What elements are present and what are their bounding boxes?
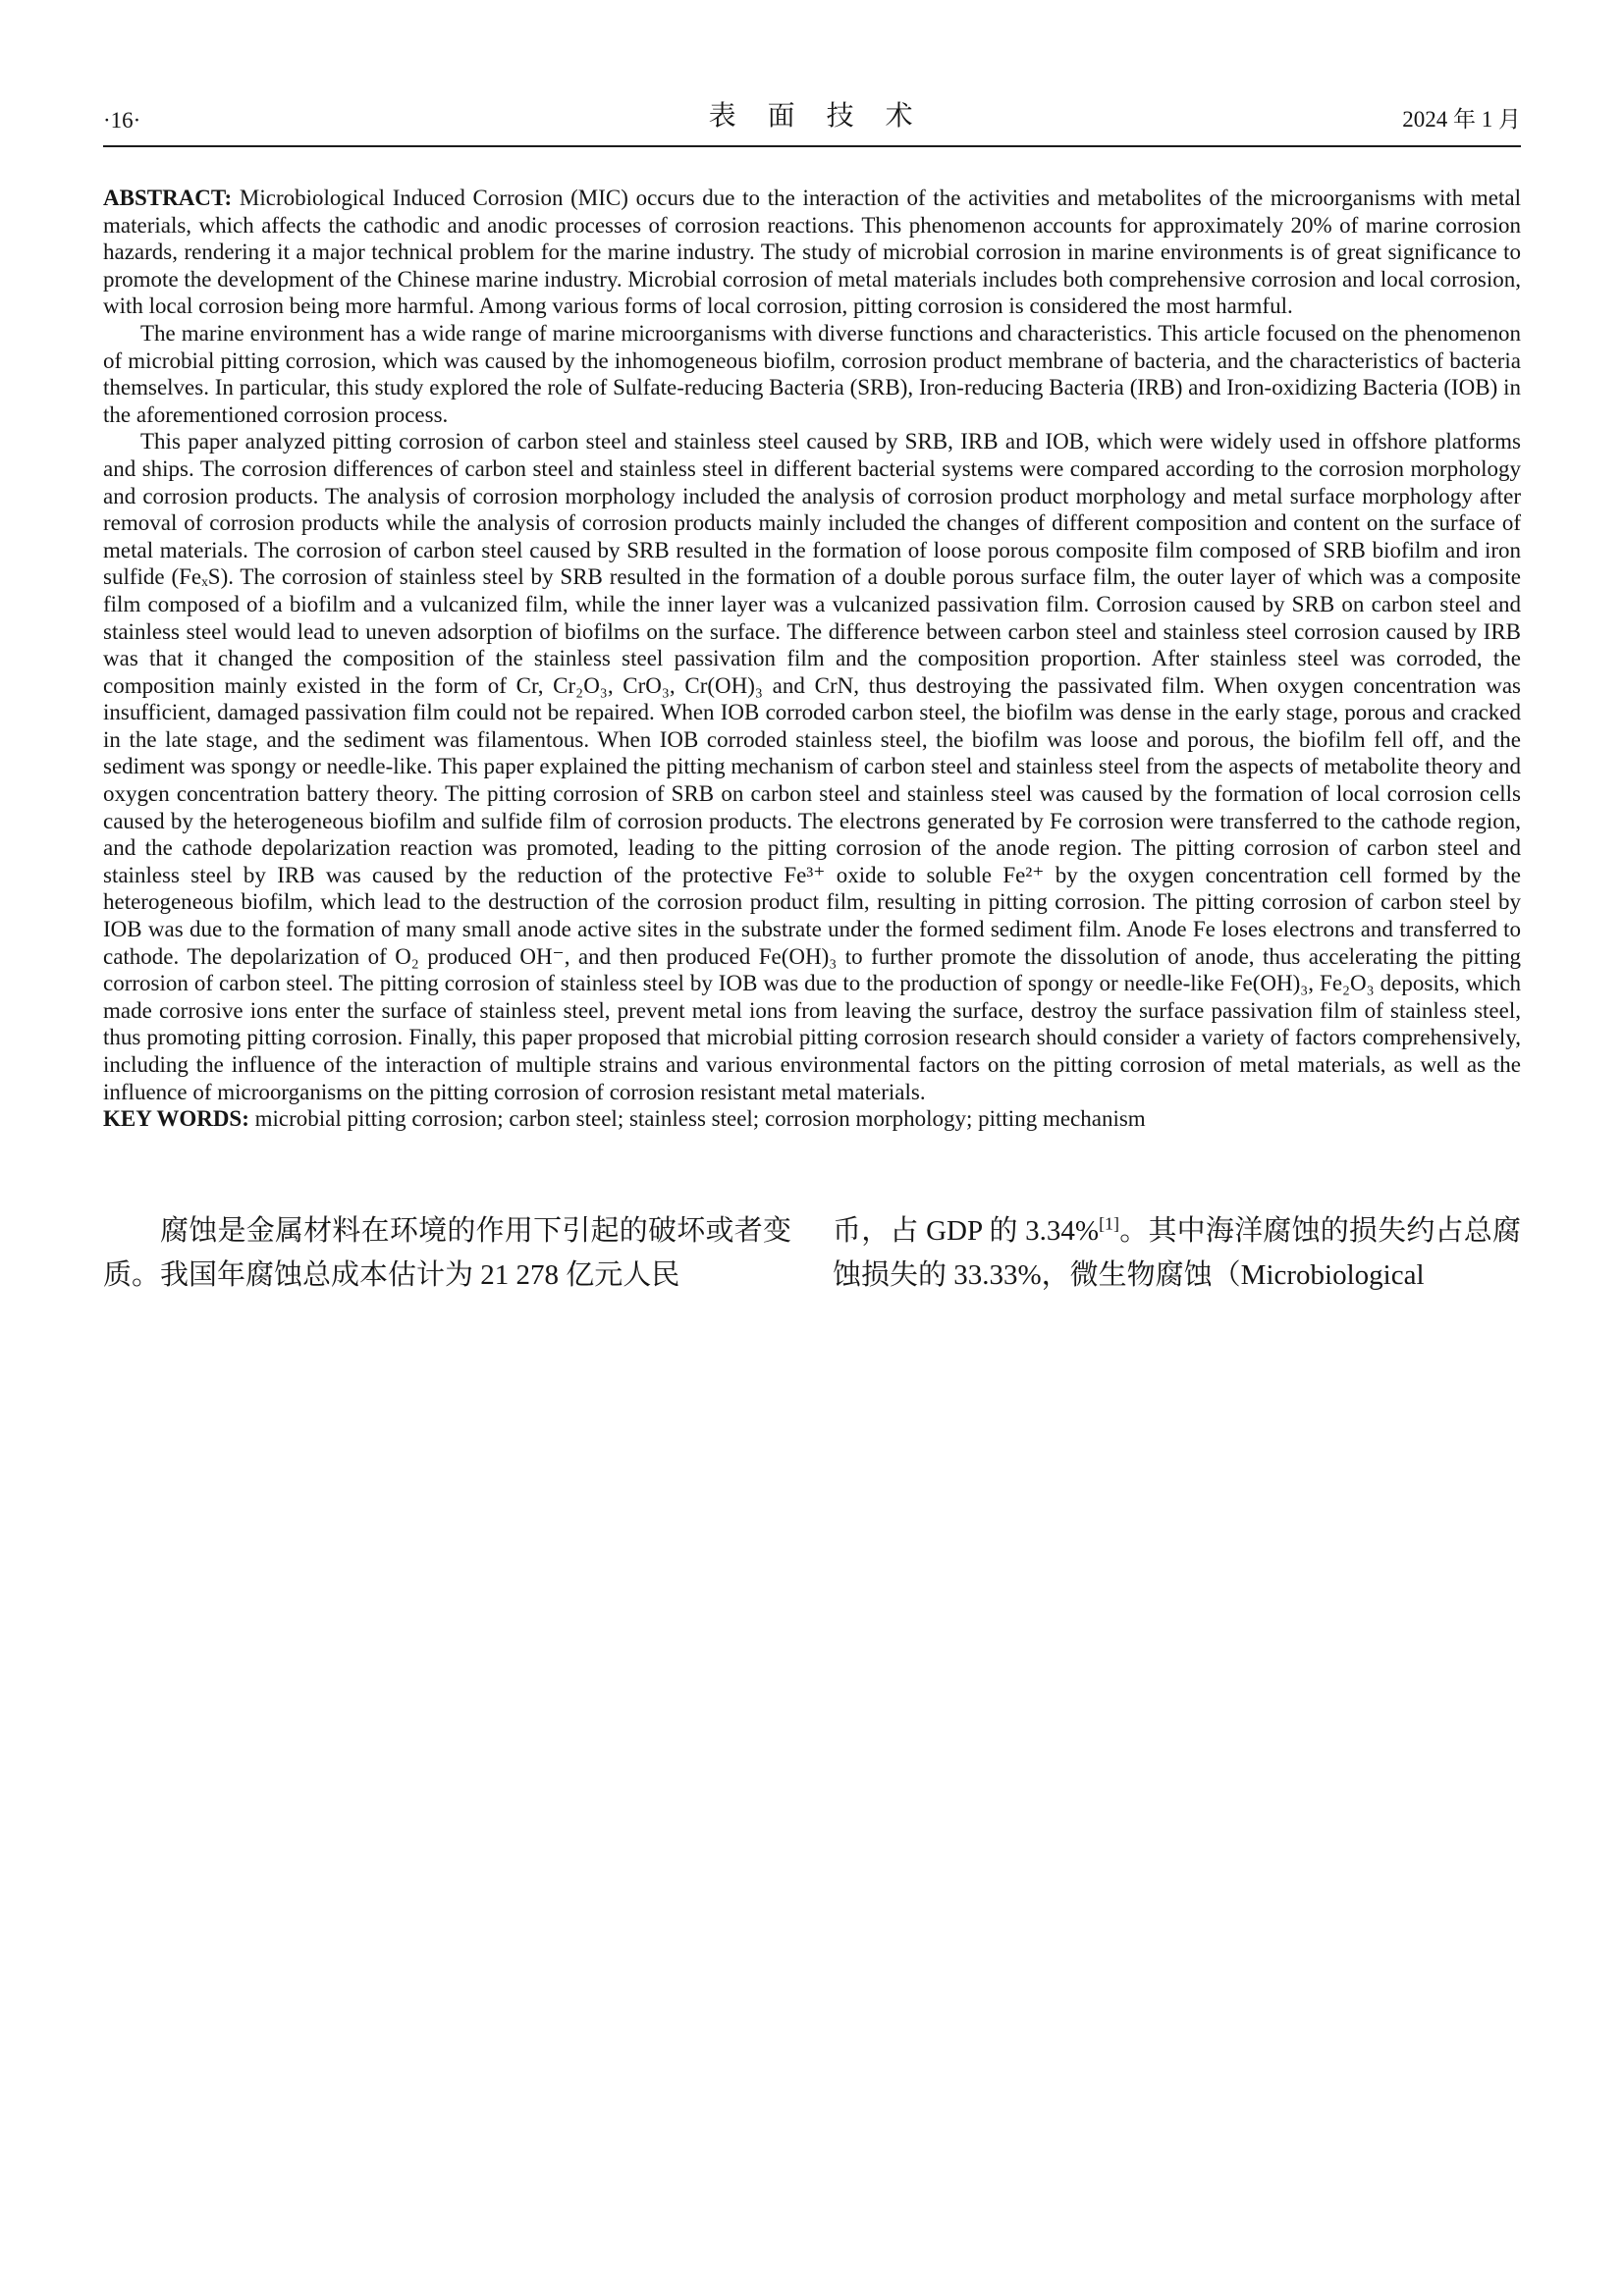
abstract-label: ABSTRACT: [103, 186, 233, 210]
chinese-right-text-1: 币，占 GDP 的 3.34% [833, 1214, 1100, 1247]
keywords-label: KEY WORDS: [103, 1106, 249, 1132]
abstract-paragraph-1 [103, 185, 1521, 320]
issue-date: 2024 年 1 月 [1402, 107, 1521, 132]
abstract-paragraph-1-text: Microbiological Induced Corrosion (MIC) occurs due to the interaction of the activities and metabolites of the microorganisms with metal materials, which affects the cathodic and anodic processes of corrosion reactions. This phenomenon accounts for approximately 20% of marine corrosion hazards, rendering it a major technical problem for the marine industry. The study of microbial corrosion in marine environments is of great significance to promote the development of the Chinese marine industry. Microbial corrosion of metal materials includes both comprehensive corrosion and local corrosion, with local corrosion being more harmful. Among various forms of local corrosion, pitting corrosion is considered the most harmful. [103, 186, 1522, 319]
keywords-text: microbial pitting corrosion; carbon steel; stainless steel; corrosion morphology; pitting mechanism [254, 1106, 1146, 1132]
chinese-left-column: 腐蚀是金属材料在环境的作用下引起的破坏或者变质。我国年腐蚀总成本估计为 21 278 亿元人民 [103, 1214, 791, 1291]
chinese-right-text-2: 。其中海洋腐蚀的损失约占总腐蚀损失的 33.33%，微生物腐蚀（Microbiological [833, 1214, 1521, 1291]
page-header [103, 94, 1521, 147]
keywords-line [103, 1105, 1521, 1133]
abstract-paragraph-2: The marine environment has a wide range of marine microorganisms with diverse functions and characteristics. This article focused on the phenomenon of microbial pitting corrosion, which was caused by the inhomogeneous biofilm, corrosion product membrane of bacteria, and the characteristics of bacteria themselves. In particular, this study explored the role of Sulfate-reducing Bacteria (SRB), Iron-reducing Bacteria (IRB) and Iron-oxidizing Bacteria (IOB) in the aforementioned corrosion process. [103, 320, 1521, 427]
chinese-right-column [833, 1209, 1521, 1298]
citation-ref-1: [1] [1099, 1213, 1120, 1234]
page-number: ·16· [103, 108, 141, 133]
chinese-body-section [103, 1209, 1521, 1298]
abstract-paragraph-3: This paper analyzed pitting corrosion of carbon steel and stainless steel caused by SRB, IRB and IOB, which were widely used in offshore platforms and ships. The corrosion differences of carbon steel and stainless steel in different bacterial systems were compared according to the corrosion morphology and corrosion products. The analysis of corrosion morphology included the analysis of corrosion product morphology and metal surface morphology after removal of corrosion products while the analysis of corrosion products mainly included the changes of different composition and content on the surface of metal materials. The corrosion of carbon steel caused by SRB resulted in the formation of loose porous composite film composed of SRB biofilm and iron sulfide (FeₓS). The corrosion of stainless steel by SRB resulted in the formation of a double porous surface film, the outer layer of which was a composite film composed of a biofilm and a vulcanized film, while the inner layer was a vulcanized passivation film. Corrosion caused by SRB on carbon steel and stainless steel would lead to uneven adsorption of biofilms on the surface. The difference between carbon steel and stainless steel corrosion caused by IRB was that it changed the composition of the stainless steel passivation film and the composition proportion. After stainless steel was corroded, the composition mainly existed in the form of Cr, Cr₂O₃, CrO₃, Cr(OH)₃ and CrN, thus destroying the passivated film. When oxygen concentration was insufficient, damaged passivation film could not be repaired. When IOB corroded carbon steel, the biofilm was dense in the early stage, porous and cracked in the late stage, and the sediment was filamentous. When IOB corroded stainless steel, the biofilm was loose and porous, the biofilm fell off, and the sediment was spongy or needle-like. This paper explained the pitting mechanism of carbon steel and stainless steel from the aspects of metabolite theory and oxygen concentration battery theory. The pitting corrosion of SRB on carbon steel and stainless steel was caused by the formation of local corrosion cells caused by the heterogeneous biofilm and sulfide film of corrosion products. The electrons generated by Fe corrosion were transferred to the cathode region, and the cathode depolarization reaction was promoted, leading to the pitting corrosion of the anode region. The pitting corrosion of carbon steel and stainless steel by IRB was caused by the reduction of the protective Fe³⁺ oxide to soluble Fe²⁺ by the oxygen concentration cell formed by the heterogeneous biofilm, which lead to the destruction of the corrosion product film, resulting in pitting corrosion. The pitting corrosion of carbon steel by IOB was due to the formation of many small anode active sites in the substrate under the formed sediment film. Anode Fe loses electrons and transferred to cathode. The depolarization of O₂ produced OH⁻, and then produced Fe(OH)₃ to further promote the dissolution of anode, thus accelerating the pitting corrosion of carbon steel. The pitting corrosion of stainless steel by IOB was due to the production of spongy or needle-like Fe(OH)₃, Fe₂O₃ deposits, which made corrosive ions enter the surface of stainless steel, prevent metal ions from leaving the surface, destroy the surface passivation film of stainless steel, thus promoting pitting corrosion. Finally, this paper proposed that microbial pitting corrosion research should consider a variety of factors comprehensively, including the influence of the interaction of multiple strains and various environmental factors on the pitting corrosion of metal materials, as well as the influence of microorganisms on the pitting corrosion of corrosion resistant metal materials. [103, 429, 1521, 1104]
journal-title: 表 面 技 术 [708, 101, 915, 132]
abstract-section [103, 185, 1521, 1133]
